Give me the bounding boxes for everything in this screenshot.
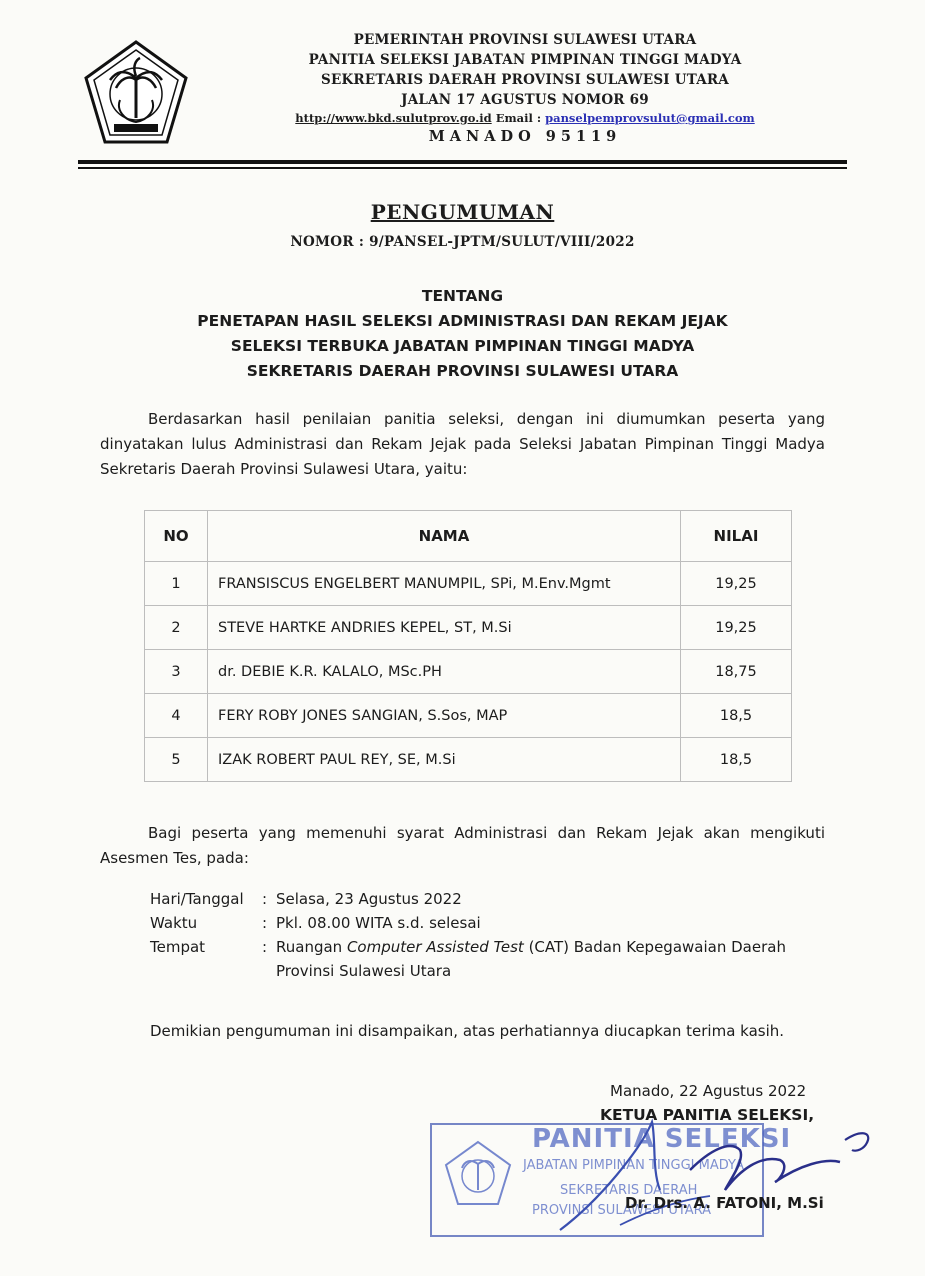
place-prefix: Ruangan <box>276 938 347 956</box>
table-row <box>145 738 792 782</box>
signatory-name: Dr. Drs. A. FATONI, M.Si <box>625 1194 824 1212</box>
column-header-no: NO <box>145 511 208 562</box>
cell-no: 5 <box>145 738 208 782</box>
followup-paragraph: Bagi peserta yang memenuhi syarat Administrasi dan Rekam Jejak akan mengikuti Asesmen Tes, pada: <box>100 824 825 867</box>
cell-nama: IZAK ROBERT PAUL REY, SE, M.Si <box>208 738 681 782</box>
document-number: NOMOR : 9/PANSEL-JPTM/SULUT/VIII/2022 <box>290 234 635 250</box>
email-link[interactable]: panselpemprovsulut@gmail.com <box>545 111 755 125</box>
signature-role: KETUA PANITIA SELEKSI, <box>600 1106 815 1124</box>
stamp-text: JABATAN PIMPINAN TINGGI MADYA <box>523 1158 744 1173</box>
place-italic: Computer Assisted Test <box>346 938 524 956</box>
handwritten-signature <box>540 1110 880 1240</box>
schedule-row <box>150 887 836 911</box>
table-header-row <box>145 511 792 562</box>
schedule-colon: : <box>262 890 268 908</box>
letterhead-divider <box>78 160 847 164</box>
cell-no: 3 <box>145 650 208 694</box>
letterhead-line: SEKRETARIS DAERAH PROVINSI SULAWESI UTARA <box>321 72 729 88</box>
schedule-row <box>150 959 836 983</box>
intro-paragraph: Berdasarkan hasil penilaian panitia seleksi, dengan ini diumumkan peserta yang dinyatakan lulus Administrasi dan Rekam Jejak pada Seleksi Jabatan Pimpinan Tinggi Madya Sekretaris Daerah Provinsi Sulawesi Utara, yaitu: <box>100 410 825 478</box>
schedule-label: Hari/Tanggal <box>150 890 244 908</box>
table-row <box>145 650 792 694</box>
cell-nilai: 19,25 <box>681 606 792 650</box>
letterhead-line: PANITIA SELEKSI JABATAN PIMPINAN TINGGI MADYA <box>308 52 742 68</box>
letterhead-contact <box>215 110 835 127</box>
schedule-label: Tempat <box>150 938 206 956</box>
subject-line: TENTANG <box>421 287 504 305</box>
schedule-colon: : <box>262 938 268 956</box>
schedule-row <box>150 935 836 959</box>
cell-nilai: 19,25 <box>681 562 792 606</box>
subject-line: PENETAPAN HASIL SELEKSI ADMINISTRASI DAN REKAM JEJAK <box>197 312 728 330</box>
subject-line: SEKRETARIS DAERAH PROVINSI SULAWESI UTARA <box>246 362 679 380</box>
cell-nilai: 18,5 <box>681 738 792 782</box>
cell-nama: FRANSISCUS ENGELBERT MANUMPIL, SPi, M.Env.Mgmt <box>208 562 681 606</box>
cell-no: 2 <box>145 606 208 650</box>
place-suffix: (CAT) Badan Kepegawaian Daerah <box>523 938 786 956</box>
cell-nama: STEVE HARTKE ANDRIES KEPEL, ST, M.Si <box>208 606 681 650</box>
cell-nama: dr. DEBIE K.R. KALALO, MSc.PH <box>208 650 681 694</box>
letterhead-line: PEMERINTAH PROVINSI SULAWESI UTARA <box>353 32 697 48</box>
document-title: PENGUMUMAN <box>370 200 555 224</box>
letterhead-line: JALAN 17 AGUSTUS NOMOR 69 <box>401 92 649 108</box>
schedule-label: Waktu <box>150 914 198 932</box>
results-table <box>144 510 792 782</box>
signature-place-date: Manado, 22 Agustus 2022 <box>610 1082 807 1100</box>
cell-no: 1 <box>145 562 208 606</box>
column-header-nama: NAMA <box>208 511 681 562</box>
stamp-text: PANITIA SELEKSI <box>532 1124 792 1154</box>
schedule-block <box>150 887 836 983</box>
cell-nilai: 18,75 <box>681 650 792 694</box>
results-table-container <box>144 510 792 782</box>
province-emblem-icon <box>80 38 192 150</box>
stamp-text: PROVINSI SULAWESI UTARA <box>532 1203 712 1218</box>
schedule-value <box>276 935 836 959</box>
stamp-emblem-icon <box>442 1138 514 1210</box>
table-row <box>145 562 792 606</box>
schedule-value: Provinsi Sulawesi Utara <box>276 962 452 980</box>
stamp-text: SEKRETARIS DAERAH <box>560 1183 698 1198</box>
document-subject <box>0 284 925 384</box>
letterhead <box>215 30 835 147</box>
subject-line: SELEKSI TERBUKA JABATAN PIMPINAN TINGGI MADYA <box>230 337 695 355</box>
schedule-colon: : <box>262 914 268 932</box>
email-label: Email : <box>495 111 542 125</box>
website-link[interactable]: http://www.bkd.sulutprov.go.id <box>295 111 492 125</box>
column-header-nilai: NILAI <box>681 511 792 562</box>
schedule-row <box>150 911 836 935</box>
schedule-value: Pkl. 08.00 WITA s.d. selesai <box>276 914 481 932</box>
cell-nama: FERY ROBY JONES SANGIAN, S.Sos, MAP <box>208 694 681 738</box>
table-row <box>145 694 792 738</box>
cell-nilai: 18,5 <box>681 694 792 738</box>
schedule-value: Selasa, 23 Agustus 2022 <box>276 890 462 908</box>
letterhead-divider <box>78 167 847 169</box>
table-row <box>145 606 792 650</box>
cell-no: 4 <box>145 694 208 738</box>
closing-paragraph: Demikian pengumuman ini disampaikan, atas perhatiannya diucapkan terima kasih. <box>150 1022 785 1040</box>
letterhead-city: MANADO 95119 <box>428 128 622 145</box>
